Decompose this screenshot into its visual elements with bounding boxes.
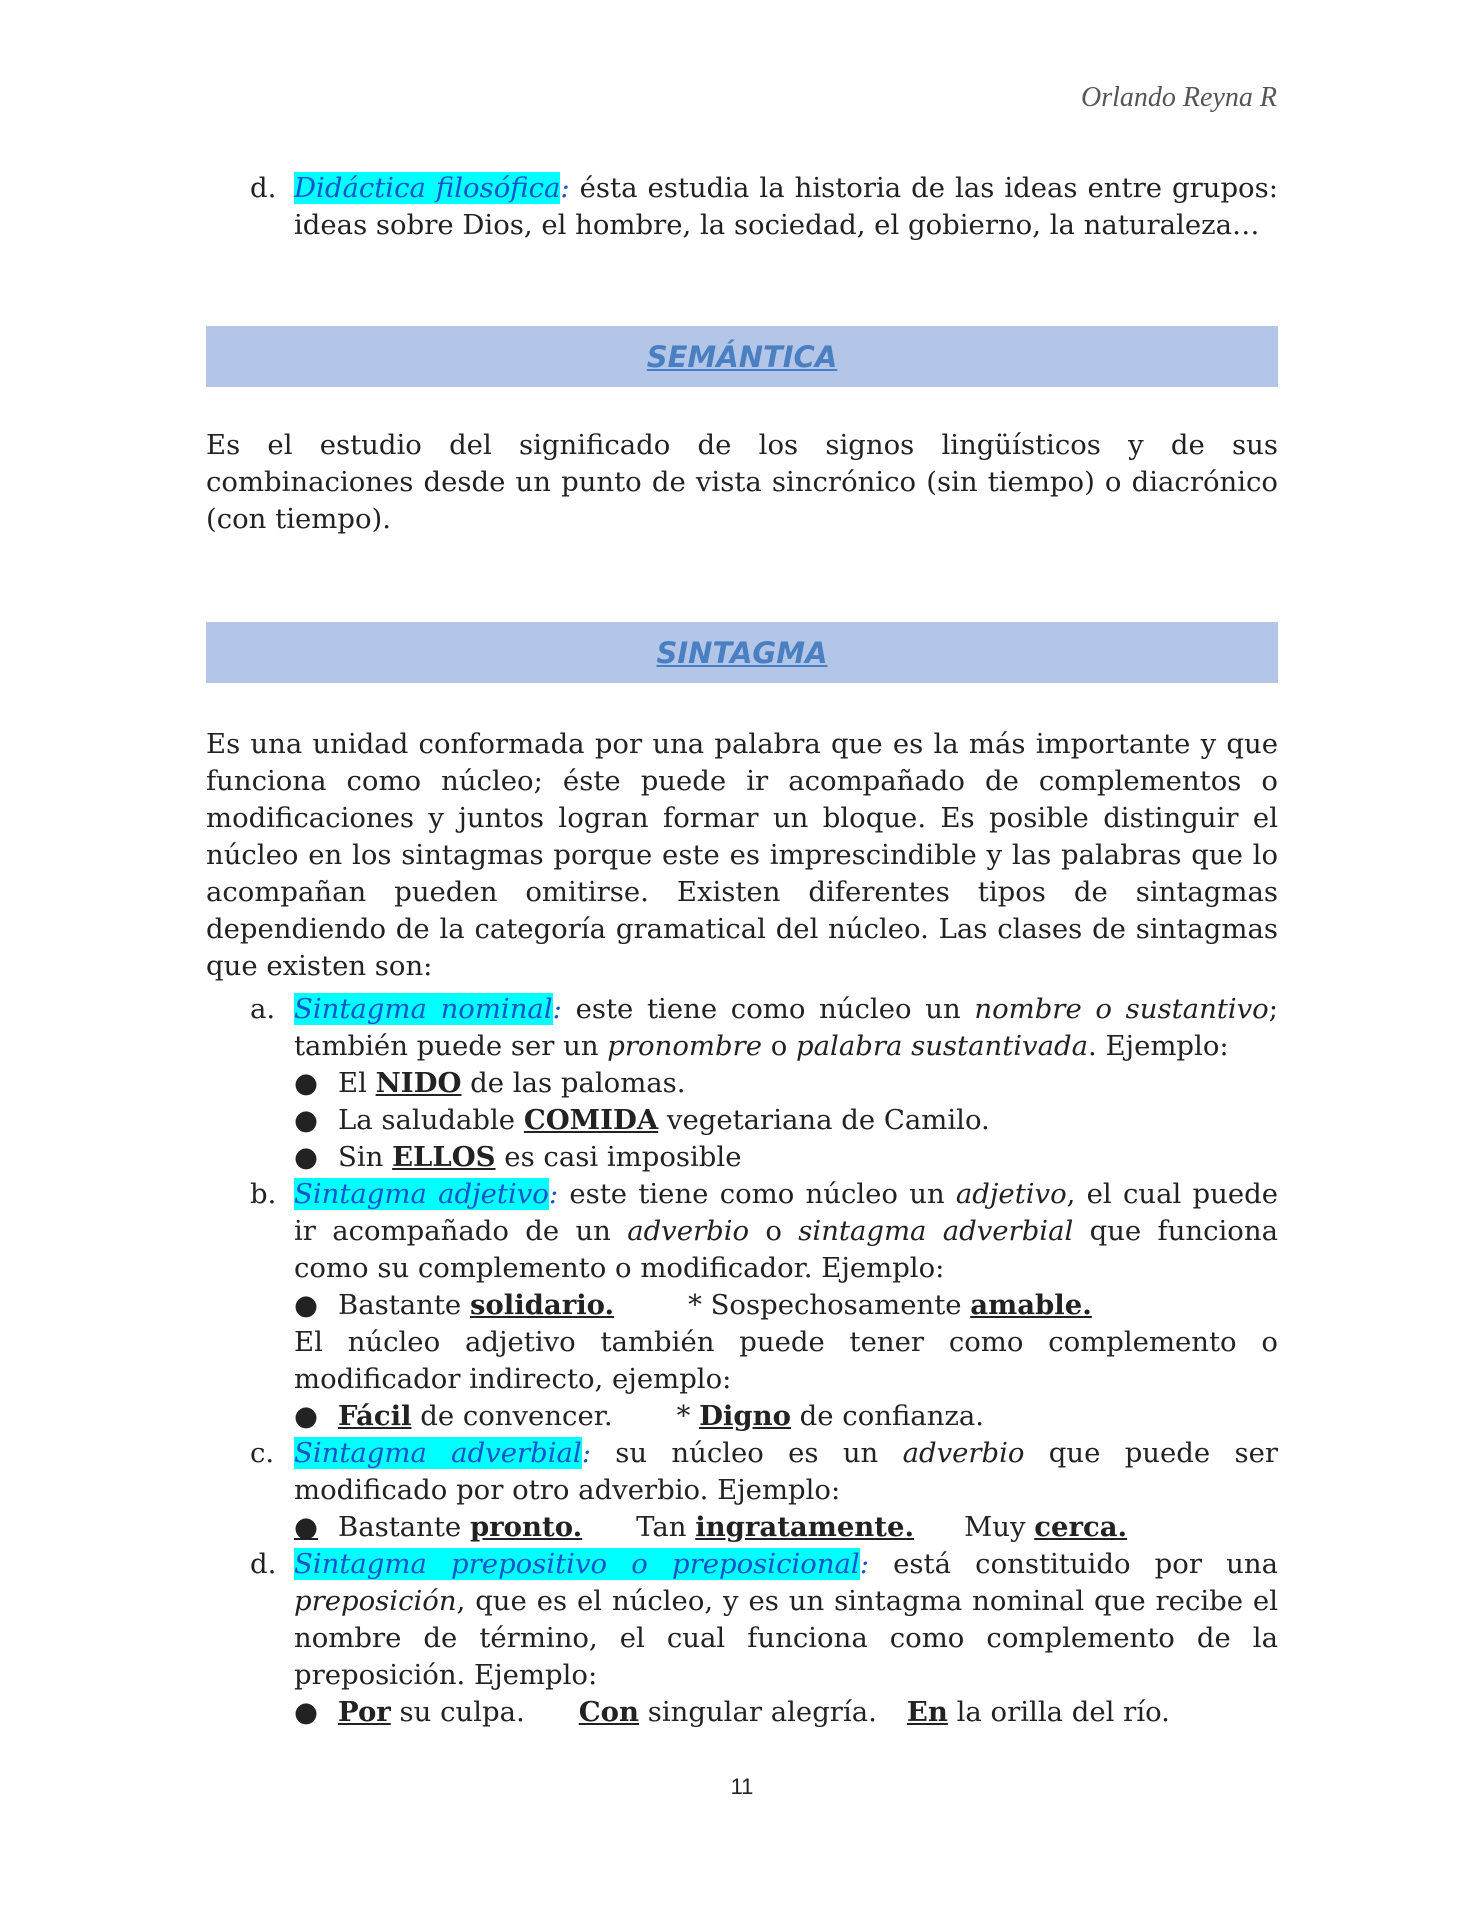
example-text: Sin [338,1141,393,1173]
example-core: Fácil [338,1400,412,1432]
emphasis: adjetivo [955,1178,1067,1210]
highlighted-term: Sintagma adverbial [294,1437,582,1469]
highlighted-term: Sintagma prepositivo o preposicional [294,1548,860,1580]
example-core: ingratamente. [695,1511,915,1543]
term-colon: : [552,993,562,1025]
example-text: de convencer. [411,1400,613,1432]
list-marker: c. [250,1437,275,1469]
example-line [206,1102,1278,1139]
example-text: vegetariana de Camilo. [658,1104,990,1136]
example-text: de las palomas. [461,1067,686,1099]
list-marker: a. [250,993,276,1025]
example-core: En [906,1696,948,1728]
item-text: que funciona como su complemento o modificador. Ejemplo: [294,1215,1278,1284]
example-line [206,1398,1278,1435]
example-text: El [338,1067,376,1099]
adjetivo-indirect-text: El núcleo adjetivo también puede tener como complemento o modificador indirecto, ejemplo: [294,1326,1278,1395]
section-header-sintagma [206,622,1278,683]
example-text: * [676,1400,700,1432]
example-line [206,1139,1278,1176]
example-text: Bastante [338,1511,470,1543]
list-marker: b. [250,1178,277,1210]
example-text: singular alegría. [638,1696,877,1728]
list-item-sintagma-nominal [206,991,1278,1065]
list-item-didactica-filosofica [206,170,1278,244]
bullet-icon: ● [294,1141,318,1173]
item-text: su núcleo es un [590,1437,903,1469]
list-item-sintagma-prepositivo [206,1546,1278,1694]
example-text: la orilla del río. [947,1696,1170,1728]
list-item-sintagma-adjetivo [206,1176,1278,1287]
bullet-icon: ● [294,1289,318,1321]
bullet-icon: ● [294,1511,318,1543]
item-text: , que es el núcleo, y es un sintagma nominal que recibe el nombre de término, el cual funciona como complemento de la preposición. Ejemplo: [294,1585,1278,1691]
example-core: Con [578,1696,639,1728]
header-author: Orlando Reyna R [1081,82,1277,113]
example-text: La saludable [338,1104,524,1136]
highlighted-term: Sintagma nominal [294,993,553,1025]
list-marker: d. [250,172,277,204]
highlighted-term: Didáctica filosófica [294,172,561,204]
example-core: ELLOS [392,1141,496,1173]
item-text: que puede ser modificado por otro adverbio. Ejemplo: [294,1437,1278,1506]
emphasis: adverbio [627,1215,750,1247]
item-text: . Ejemplo: [1087,1030,1229,1062]
highlighted-term: Sintagma adjetivo [294,1178,549,1210]
section-header-semantica [206,326,1278,387]
emphasis: adverbio [902,1437,1025,1469]
example-text: Bastante [338,1289,470,1321]
term-colon: : [859,1548,869,1580]
emphasis: sintagma adverbial [798,1215,1074,1247]
example-core: pronto. [469,1511,583,1543]
example-core: Digno [699,1400,791,1432]
example-core: NIDO [375,1067,462,1099]
bullet-icon: ● [294,1400,318,1432]
list-item-sintagma-adverbial [206,1435,1278,1509]
emphasis: palabra sustantivada [796,1030,1088,1062]
example-text: Tan [636,1511,696,1543]
bullet-icon: ● [294,1067,318,1099]
example-text: Muy [964,1511,1035,1543]
page-number: 11 [730,1774,754,1799]
item-text: este tiene como núcleo un [561,993,975,1025]
emphasis: nombre o sustantivo [974,993,1269,1025]
emphasis: pronombre [607,1030,762,1062]
example-line [206,1065,1278,1102]
item-text: este tiene como núcleo un [558,1178,956,1210]
example-text: su culpa. [390,1696,525,1728]
example-core: cerca. [1034,1511,1128,1543]
example-line [206,1509,1278,1546]
example-core: COMIDA [523,1104,659,1136]
example-core: solidario. [469,1289,615,1321]
section-title: SINTAGMA [656,635,828,670]
sintagma-paragraph: Es una unidad conformada por una palabra que es la más importante y que funciona como núcleo; éste puede ir acompañado de complementos o modificaciones y juntos logran formar un bloque. Es posible distinguir el núcleo en los sintagmas porque este es imprescindible y las palabras que lo acompañan pueden omitirse. Existen diferentes tipos de sintagmas dependiendo de la categoría gramatical del núcleo. Las clases de sintagmas que existen son: [206,728,1278,982]
list-marker: d. [250,1548,277,1580]
item-text: está constituido por una [868,1548,1278,1580]
item-text: ésta estudia la historia de las ideas entre grupos: ideas sobre Dios, el hombre, la sociedad, el gobierno, la naturaleza… [294,172,1278,241]
item-text: , el cual puede ir acompañado de un [294,1178,1278,1247]
section-title: SEMÁNTICA [646,339,838,374]
term-colon: : [548,1178,559,1210]
example-core: amable. [970,1289,1092,1321]
example-text: de confianza. [790,1400,985,1432]
emphasis: preposición [294,1585,457,1617]
document-body [206,170,1278,1731]
example-line [206,1694,1278,1731]
bullet-icon: ● [294,1696,318,1728]
example-text: * Sospechosamente [688,1289,971,1321]
semantica-paragraph: Es el estudio del significado de los signos lingüísticos y de sus combinaciones desde un punto de vista sincrónico (sin tiempo) o diacrónico (con tiempo). [206,429,1278,535]
term-colon: : [581,1437,591,1469]
item-text: o [761,1030,797,1062]
term-colon: : [560,172,570,204]
example-text: es casi imposible [495,1141,742,1173]
bullet-icon: ● [294,1104,318,1136]
example-line [206,1287,1278,1324]
item-text: ; también puede ser un [294,993,1278,1062]
example-core: Por [338,1696,391,1728]
item-text: o [749,1215,799,1247]
